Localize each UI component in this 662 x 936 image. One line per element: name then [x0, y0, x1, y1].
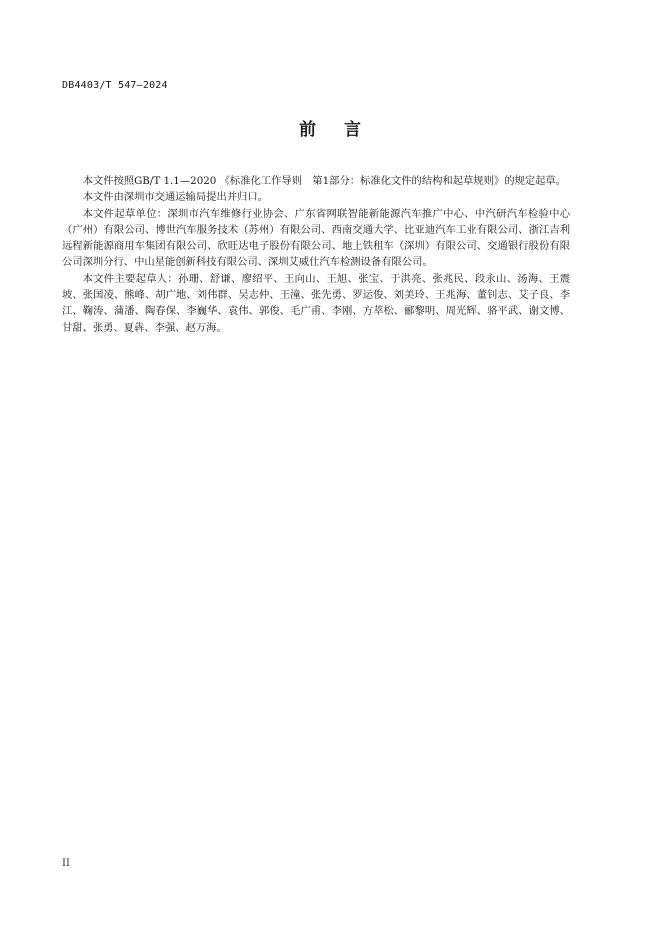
title-char-1: 前: [299, 120, 318, 140]
page-title: [0, 115, 662, 140]
paragraph-drafting-units: 本文件起草单位：深圳市汽车维修行业协会、广东省网联智能新能源汽车推广中心、中汽研汽车检验中心（广州）有限公司、博世汽车服务技术（苏州）有限公司、西南交通大学、比亚迪汽车工业有限公司、浙江吉利远程新能源商用车集团有限公司、欣旺达电子股份有限公司、地上铁租车（深圳）有限公司、交通银行股份有限公司深圳分行、中山星能创新科技有限公司、深圳艾威仕汽车检测设备有限公司。: [62, 207, 570, 269]
standard-code: DB4403/T 547—2024: [62, 80, 168, 91]
title-char-2: 言: [344, 120, 363, 140]
foreword-body: [62, 173, 570, 336]
paragraph-proposer: 本文件由深圳市交通运输局提出并归口。: [82, 191, 268, 204]
page-number: II: [62, 858, 70, 869]
paragraph-drafting-rules: 本文件按照GB/T 1.1—2020 《标准化工作导则 第1部分：标准化文件的结构和起草规则》的规定起草。: [82, 175, 566, 187]
paragraph-drafters: 本文件主要起草人：孙珊、舒谦、廖绍平、王向山、王旭、张宝、于洪亮、张兆民、段永山、汤海、王震坡、张国凌、熊峰、胡广地、刘伟群、吴志仲、王潼、张先勇、罗运俊、刘美玲、王兆海、董钊志、艾子良、李江、鞠涛、蒲潘、陶春保、李巍华、袁伟、郭俊、毛广甫、李刚、方萃松、郦黎明、周光辉、骆平武、谢文博、甘甜、张勇、夏犇、李强、赵万海。: [62, 272, 570, 334]
